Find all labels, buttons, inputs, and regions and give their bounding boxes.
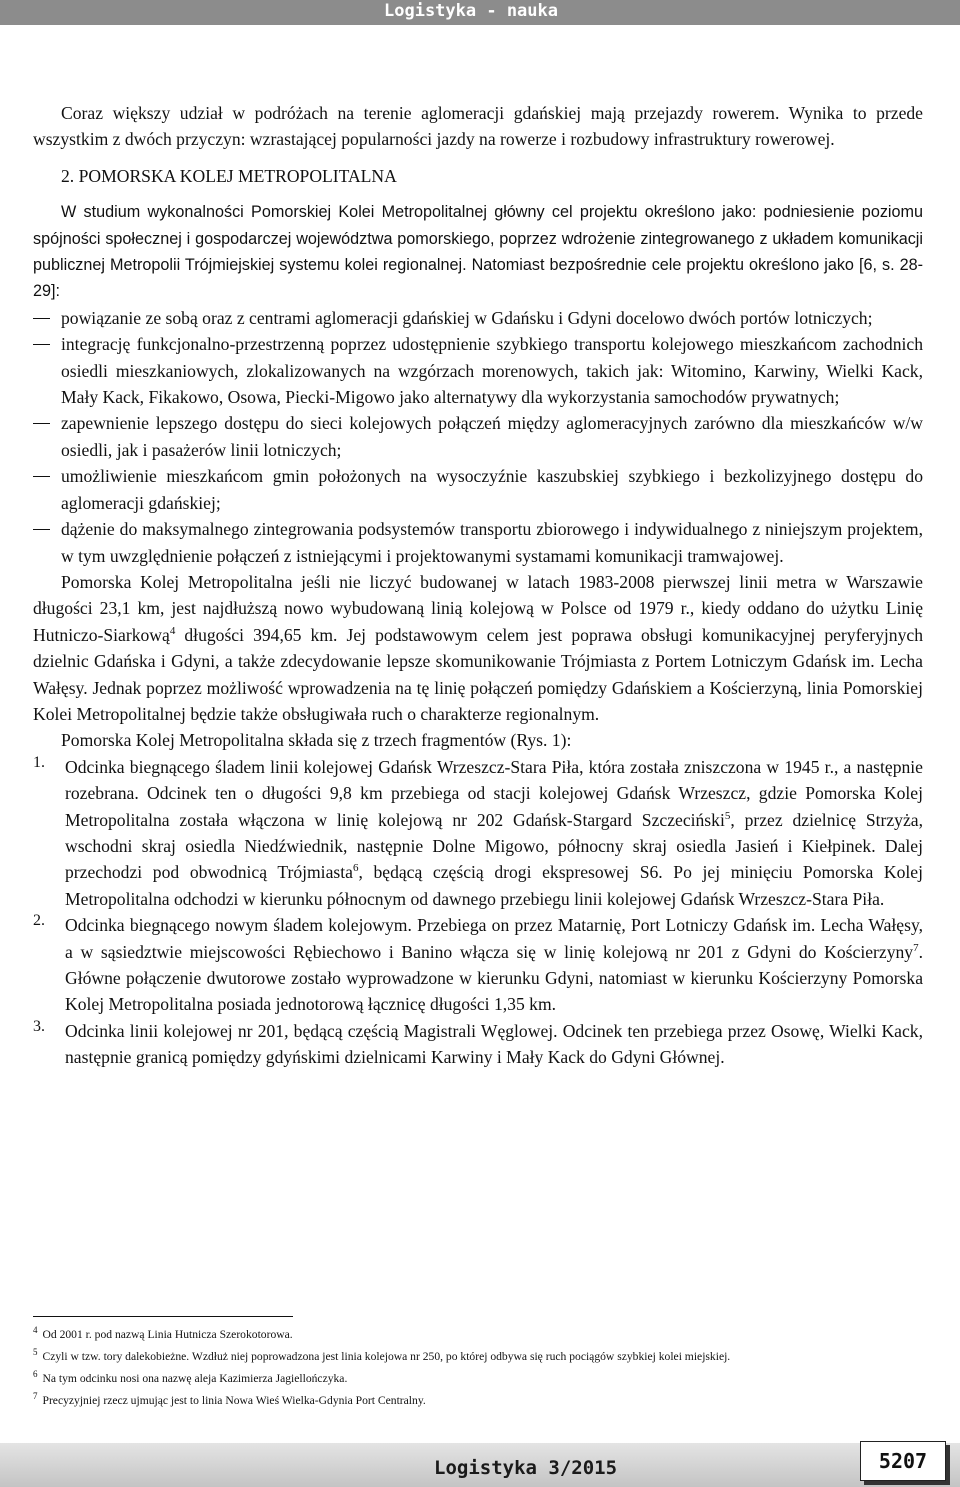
footnote: $^6$ Na tym odcinku nosi ona nazwę aleja Kazimierza Jagiellończyka.	[33, 1369, 348, 1385]
section-title: POMORSKA KOLEJ METROPOLITALNA	[78, 165, 397, 186]
list-item: powiązanie ze sobą oraz z centrami aglomeracji gdańskiej w Gdańsku i Gdyni docelowo dwóch portów lotniczych;	[33, 305, 923, 331]
study-paragraph: W studium wykonalności Pomorskiej Kolei Metropolitalnej główny cel projektu określono jako: podniesienie poziomu spójności społecznej i gospodarczej województwa pomorskiego, poprzez wdrożenie zintegrowanego z układem komunikacji publicznej Metropolii Trójmiejskiej systemu kolei regionalnej. Natomiast bezpośrednie cele projektu określono jako [6, s. 28-29]:	[33, 203, 923, 301]
goals-list	[33, 305, 923, 569]
article-body	[33, 100, 923, 1071]
footer-journal-issue: Logistyka 3/2015	[434, 1457, 618, 1479]
fragments-intro: Pomorska Kolej Metropolitalna składa się z trzech fragmentów (Rys. 1):	[61, 730, 572, 751]
intro-paragraph: Coraz większy udział w podróżach na terenie aglomeracji gdańskiej mają przejazdy rowerem. Wynika to przede wszystkim z dwóch przyczyn: wzrastającej popularności jazdy na rowerze i rozbudowy infrastruktury rowerowej.	[33, 103, 923, 150]
footnote: $^5$ Czyli w tzw. tory dalekobieżne. Wzdłuż niej poprowadzona jest linia kolejowa nr 250, po której odbywa się ruch pociągów szybkiej kolei miejskiej.	[33, 1347, 731, 1363]
footnote: $^7$ Precyzyjniej rzecz ujmując jest to linia Nowa Wieś Wielka-Gdynia Port Centralny.	[33, 1391, 426, 1407]
header-bar	[0, 0, 960, 25]
footnote-divider	[33, 1316, 293, 1317]
list-item: umożliwienie mieszkańcom gmin położonych na wysoczyźnie kaszubskiej szybkiego i bezkolizyjnego dostępu do aglomeracji gdańskiej;	[33, 463, 923, 516]
journal-section-title: Logistyka - nauka	[384, 1, 558, 21]
footnote-ref[interactable]: 5	[724, 809, 731, 822]
pkm-paragraph: Pomorska Kolej Metropolitalna jeśli nie liczyć budowanej w latach 1983-2008 pierwszej linii metra w Warszawie długości 23,1 km, jest najdłuższą nowo wybudowaną linią kolejową w Polsce od 1979 r., kiedy oddano do użytku Linię Hutniczo-Siarkową$^4$ długości 394,65 km. Jej podstawowym celem jest poprawa obsługi komunikacyjnej peryferyjnych dzielnic Gdańska i Gdyni, a także zdecydowanie lepsze skomunikowanie Trójmiasta z Portem Lotniczym Gdańsk im. Lecha Wałęsy. Jednak poprzez możliwość wprowadzenia na tę linię połączeń pomiędzy Gdańskiem a Kościerzyną, linia Pomorskiej Kolei Metropolitalnej będzie także obsługiwała ruch o charakterze regionalnym.	[33, 571, 923, 724]
section-heading	[33, 163, 923, 189]
list-item: dążenie do maksymalnego zintegrowania podsystemów transportu zbiorowego i indywidualnego z niniejszym projektem, w tym uwzględnienie połączeń z istniejącymi i projektowanymi systamami komunikacji tramwajowej.	[33, 516, 923, 569]
fragments-list	[33, 754, 923, 1071]
footnote-ref[interactable]: 4	[169, 624, 176, 637]
page-number: 5207	[860, 1441, 946, 1481]
section-number: 2.	[61, 165, 75, 186]
footnote-ref[interactable]: 6	[352, 862, 359, 875]
footnote-ref[interactable]: 7	[913, 941, 919, 954]
list-item: zapewnienie lepszego dostępu do sieci kolejowych połączeń między aglomeracyjnych zarówno dla mieszkańców w/w osiedli, jak i pasażerów linii lotniczych;	[33, 410, 923, 463]
list-item: 1. Odcinka biegnącego śladem linii kolejowej Gdańsk Wrzeszcz-Stara Piła, która została zniszczona w 1945 r., a następnie rozebrana. Odcinek ten o długości 9,8 km przebiega od stacji kolejowej Gdańsk Wrzeszcz, gdzie Pomorska Kolej Metropolitalna została włączona w linię kolejową nr 202 Gdańsk-Stargard Szczeciński$^5$, przez dzielnicę Strzyża, wschodni skraj osiedla Niedźwiednik, następnie Dolne Migowo, północny skraj osiedla Jasień i Kiełpinek. Dalej przechodzi pod obwodnicą Trójmiasta$^6$, będącą częścią drogi ekspresowej S6. Po jej minięciu Pomorska Kolej Metropolitalna odchodzi w kierunku północnym od dawnego przebiegu linii kolejowej Gdańsk Wrzeszcz-Stara Piła.	[33, 753, 924, 909]
list-item: 2. Odcinka biegnącego nowym śladem kolejowym. Przebiega on przez Matarnię, Port Lotniczy Gdańsk im. Lecha Wałęsy, a w sąsiedztwie miejscowości Rębiechowo i Banino włącza się w linię kolejową nr 201 z Gdyni do Kościerzyny$^7$. Główne połączenie dwutorowe zostało wyprowadzone w kierunku Gdyni, natomiast w kierunku Kościerzyny Pomorska Kolej Metropolitalna posiada jednotorową łącznicę długości 1,35 km.	[33, 912, 923, 1015]
footnote: $^4$ Od 2001 r. pod nazwą Linia Hutnicza Szerokotorowa.	[33, 1325, 293, 1341]
list-item: 3. Odcinka linii kolejowej nr 201, będącą częścią Magistrali Węglowej. Odcinek ten przebiega przez Osowę, Wielki Kack, następnie granicą pomiędzy gdyńskimi dzielnicami Karwiny i Mały Kack do Gdyni Głównej.	[33, 1017, 923, 1068]
footnotes	[33, 1324, 923, 1412]
list-item: integrację funkcjonalno-przestrzenną poprzez udostępnienie szybkiego transportu kolejowego mieszkańcom zachodnich osiedli mieszkaniowych, zlokalizowanych na wzgórzach morenowych, takich jak: Witomino, Karwiny, Wielki Kack, Mały Kack, Fikakowo, Osowa, Piecki-Migowo jako alternatywy dla wykorzystania samochodów prywatnych;	[33, 331, 923, 410]
